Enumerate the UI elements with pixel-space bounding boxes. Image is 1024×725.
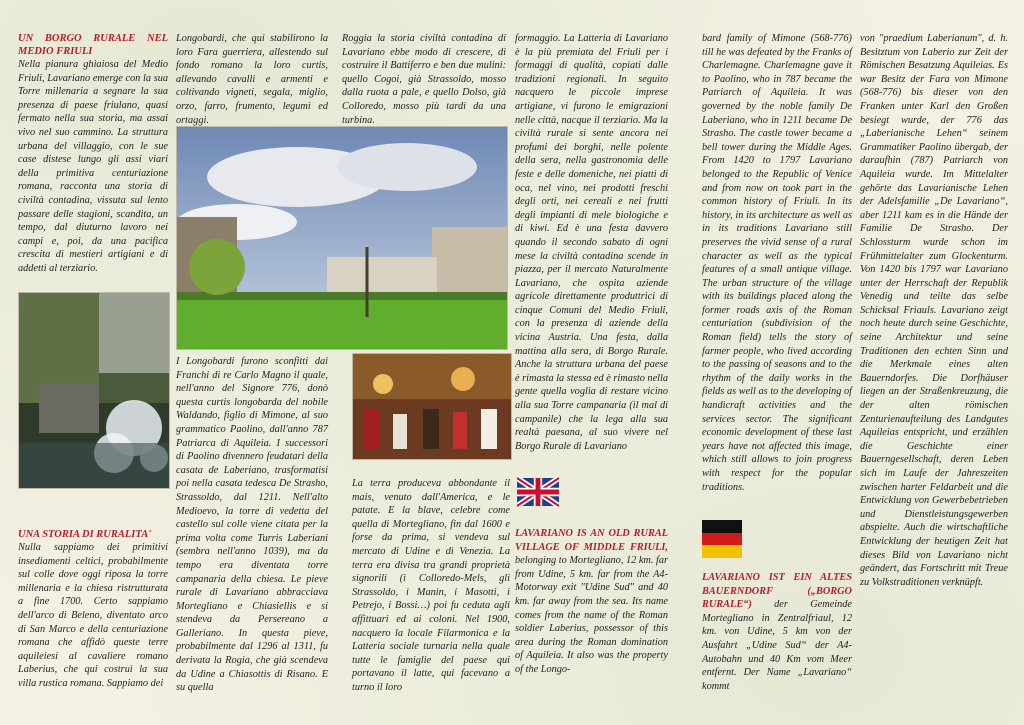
column-5 xyxy=(702,32,852,498)
heading-storia-ruralita: UNA STORIA DI RURALITA' xyxy=(18,529,152,540)
paragraph-english-history: bard family of Mimone (568-776) till he was defeated by the Franks of Charlemagne. Charlemagne gave it to Paolino, who in 787 became the Patriarch of Aquileia. It was governed by the noble family De Laberiano, who in 1211 became De Strasho. The castle tower became a bell tower during the Middle Ages. From 1420 to 1797 Lavariano belonged to the Republic of Venice and from now on took part in the common history of Friuli. In its history, in its architecture as well as in its traditions Lavariano still preserves the vivid sense of a rural character as well as the typical features of a small antique village. The urban structure of the village with its buildings placed along the former roads axis of the Roman centuriation (subdivision of the Roman field) tells the story of farmer people, who lived according to the passing of seasons and to the rhythm of the daily works in the fields as well as to the developing of handicraft activities and the services sector. The significant economic development of these last years have not affected this image, which still allows to join progress with respect for the popular traditions. xyxy=(702,33,852,493)
paragraph-german-intro: der Gemeinde Mortegliano in Zentralfriaul, 12 km. von Udine, 5 km von der Ausfahrt „Udine Sud“ der A4-Autobahn und 40 Km vom Meer entfernt. Der Name „Lavariano“ kommt xyxy=(702,599,852,692)
column-3-lower xyxy=(352,477,510,699)
column-4 xyxy=(515,32,668,457)
column-6 xyxy=(860,32,1008,593)
paragraph-german-history: von "praedium Laberianum", d. h. Besitztum von Laberio zur Zeit der Römischen Besatzung Aquileias. Es war Besitz der Fara von Mimone (568-776) bis dieser von den Franken unter Karl den Großen besiegt wurde, der 776 das „Laberianische Lehen“ seinem Grammatiker Paolino übergab, der daraufhin (787) Patriarch von Aquileia wurde. Im Mittelalter gehörte das Lavarianische Lehen der Adelsfamilie „De Lavariano“, aber 1211 kam es in die Hände der Familie De Strasho. Der Schlossturm wurde schon im Frühmittelalter zum Glockenturm. Von 1420 bis 1797 war Lavariano unter der Herrschaft der Republik Venedig und teilte das selbe Schicksal Friauls. Lavariano zeigt noch heute durch seine Geschichte, seine Architektur und seine Traditionen den echten Sinn und die Merkmale eines alten Bauerndorfes. Die Dorfhäuser liegen an der Straßenkreuzung, die der alten römischen Zenturienaufteilung des Landgutes Aquileias entspricht, und erzählen die Geschichte einer Bauerngesellschaft, deren Leben sich im Laufe der Jahreszeiten zwischen harter Feldarbeit und die Entwicklung von Gewerbebetrieben und Dienstleistungsgewerben abspielte. Auch die wirtschaftliche Entwicklung der heutigen Zeit hat dieses Bild von Lavariano nicht geändert, das Fortschritt mit Treue zu Volkstraditionen verknüpft. xyxy=(860,33,1008,588)
photo-village-landscape xyxy=(176,126,508,350)
germany-flag-icon xyxy=(702,520,742,558)
column-2-lower xyxy=(176,355,328,699)
column-3 xyxy=(342,32,506,131)
uk-flag-icon xyxy=(517,474,559,510)
paragraph-longobardi-intro: Longobardi, che qui stabilirono la loro Fara guerriera, allestendo sul fondo romano la loro curtis, allevando cavalli e armenti e coltivando vigneti, segala, miglio, orzo, farro, frumento, legumi ed ortaggi. xyxy=(176,33,328,126)
paragraph-roggia: Roggia la storia civiltà contadina di Lavariano ebbe modo di crescere, di costruire il Battiferro e ben due mulini: quello Cogoi, già Strassoldo, mosso dalla ruota a pale, e quello Dolso, già Colloredo, mosso più tardi da una turbina. xyxy=(342,33,506,126)
column-1 xyxy=(18,32,168,280)
heading-borgo-rurale: UN BORGO RURALE NEL MEDIO FRIULI xyxy=(18,33,168,57)
photo-festival-crowd xyxy=(352,353,512,460)
paragraph-terra: La terra produceva abbondante il mais, venuto dall'America, e le patate. E la blave, celebre come quella di Mortegliano, fin dal 1600 e forse da prima, si vendeva sul mercato di Udine e di Venezia. La terra era divisa tra grandi proprietà signorili (i Colloredo-Mels, gli Strassoldo, i Manin, i Masotti, i Petrejo, i Bossi…) poi fu ceduta agli affittuari ed ai coloni. Nel 1900, nacquero la locale Filarmonica e la Latteria sociale turnaria nella quale tutte le famiglie del paese qui portavano il latte, qui facevano a turno il loro xyxy=(352,478,510,693)
heading-german: LAVARIANO IST EIN ALTES BAUERNDORF („BORGO RURALE“) xyxy=(702,572,852,611)
column-1-lower xyxy=(18,528,168,695)
column-5-lower xyxy=(702,571,852,697)
paragraph-latteria: formaggio. La Latteria di Lavariano è la più premiata del Friuli per i formaggi di qualità, copiati dalle tradizioni regionali. In seguito nacquero le piccole imprese artigiane, vi furono le emigrazioni nelle città, nacque il terziario. Ma la civiltà rurale si sente ancora nei profumi dei borghi, nelle polente della sera, nella gastronomia delle feste e delle domeniche, nei piatti di oca, nel vino, nei prodotti freschi degli orti, nei cereali e nei frutti degli impianti di mele biologiche e di kiwi. Ed è una festa davvero quando il secondo sabato di ogni mese la civiltà contadina scende in piazza, per il mercato Naturalmente Lavariano, che ospita aziende agricole direttamente produttrici di cinque Comuni del Medio Friuli, con la presenza di aziende della vicina Austria. Una festa, dalla mattina alla sera, di Borgo Rurale. Anche la struttura urbana del paese è rimasta la stessa ed è rimasto nella gente quella voglia di restare vicino alla sua Torre campanaria (il mal di campanile) che la lega alla sua realtà paesana, al suo vivere nel Borgo Rurale di Lavariano xyxy=(515,33,669,452)
paragraph-storia-ruralita: Nulla sappiamo dei primitivi insediamenti celtici, probabilmente sul colle dove oggi riposa la torre millenaria e la chiesa ristrutturata a fine 1700. Certo sappiamo dell'arco di Beleno, diventato arco di San Marco e della centuriazione romana che affidò queste terre aquileiesi al cavaliere romano Laberius, che qui costruì la sua villa rustica romana. Sappiamo dei xyxy=(18,542,168,689)
photo-mill-blossoms xyxy=(18,292,170,489)
paragraph-borgo-rurale: Nella pianura ghiaiosa del Medio Friuli, Lavariano emerge con la sua Torre millenaria a segnare la sua presenza di paese friulano, quasi fermato nella sua storia, ma assai vivo nel suo cammino. La struttura urbana del villaggio, con le sue case distese lungo gli assi viari della primitiva centuriazione romana, racconta una storia di civiltà contadina, vissuta sul lento passare delle stagioni, scandita, un tempo, dal diuturno lavoro nei campi e, poi, da una pacifica crescita di mestieri artigiani e di addetti al terziario. xyxy=(18,59,168,274)
paragraph-english-intro: belonging to Mortegliano, 12 km. far from Udine, 5 km. far from the A4-Motorway exit "Udine Sud" and 40 km. far away from the sea. Its name comes from the name of the Roman soldier Laberius, possessor of this area during the Roman domination of Aquileia. It also was the property of the Longo- xyxy=(515,555,669,675)
heading-english: LAVARIANO IS AN OLD RURAL VILLAGE OF MIDDLE FRIULI, xyxy=(515,528,668,553)
paragraph-longobardi-franchi: I Longobardi furono sconfitti dai Franchi di re Carlo Magno il quale, nell'anno del Signore 776, donò questa curtis longobarda del nobile Waldando, figlio di Mimone, al suo grammatico Paolino, dall'anno 787 Patriarca di Aquileia. I successori di Paolino divennero feudatari della casata de Laberiano, trasformatisi poi nella casata tedesca De Strasho, Strassoldo, dal 1211. Nell'alto Medioevo, la torre di vedetta del castello sul colle viene citata per la prima volta come Turris Laberiani (sembra nell'anno 1039), ma da tempo era diventata torre campanaria della chiesa. Le pieve rurale di Lavariano abbracciava Mortegliano e Chiasiellis e si stendeva da Persereano a Galleriano. In questa pieve, probabilmente dal 1296 al 1311, fu derivata la Rogia, che già scendeva da Udine a Chiasottis di Risano. E su quella xyxy=(176,356,328,694)
column-2 xyxy=(176,32,328,131)
column-4-lower xyxy=(515,527,668,681)
